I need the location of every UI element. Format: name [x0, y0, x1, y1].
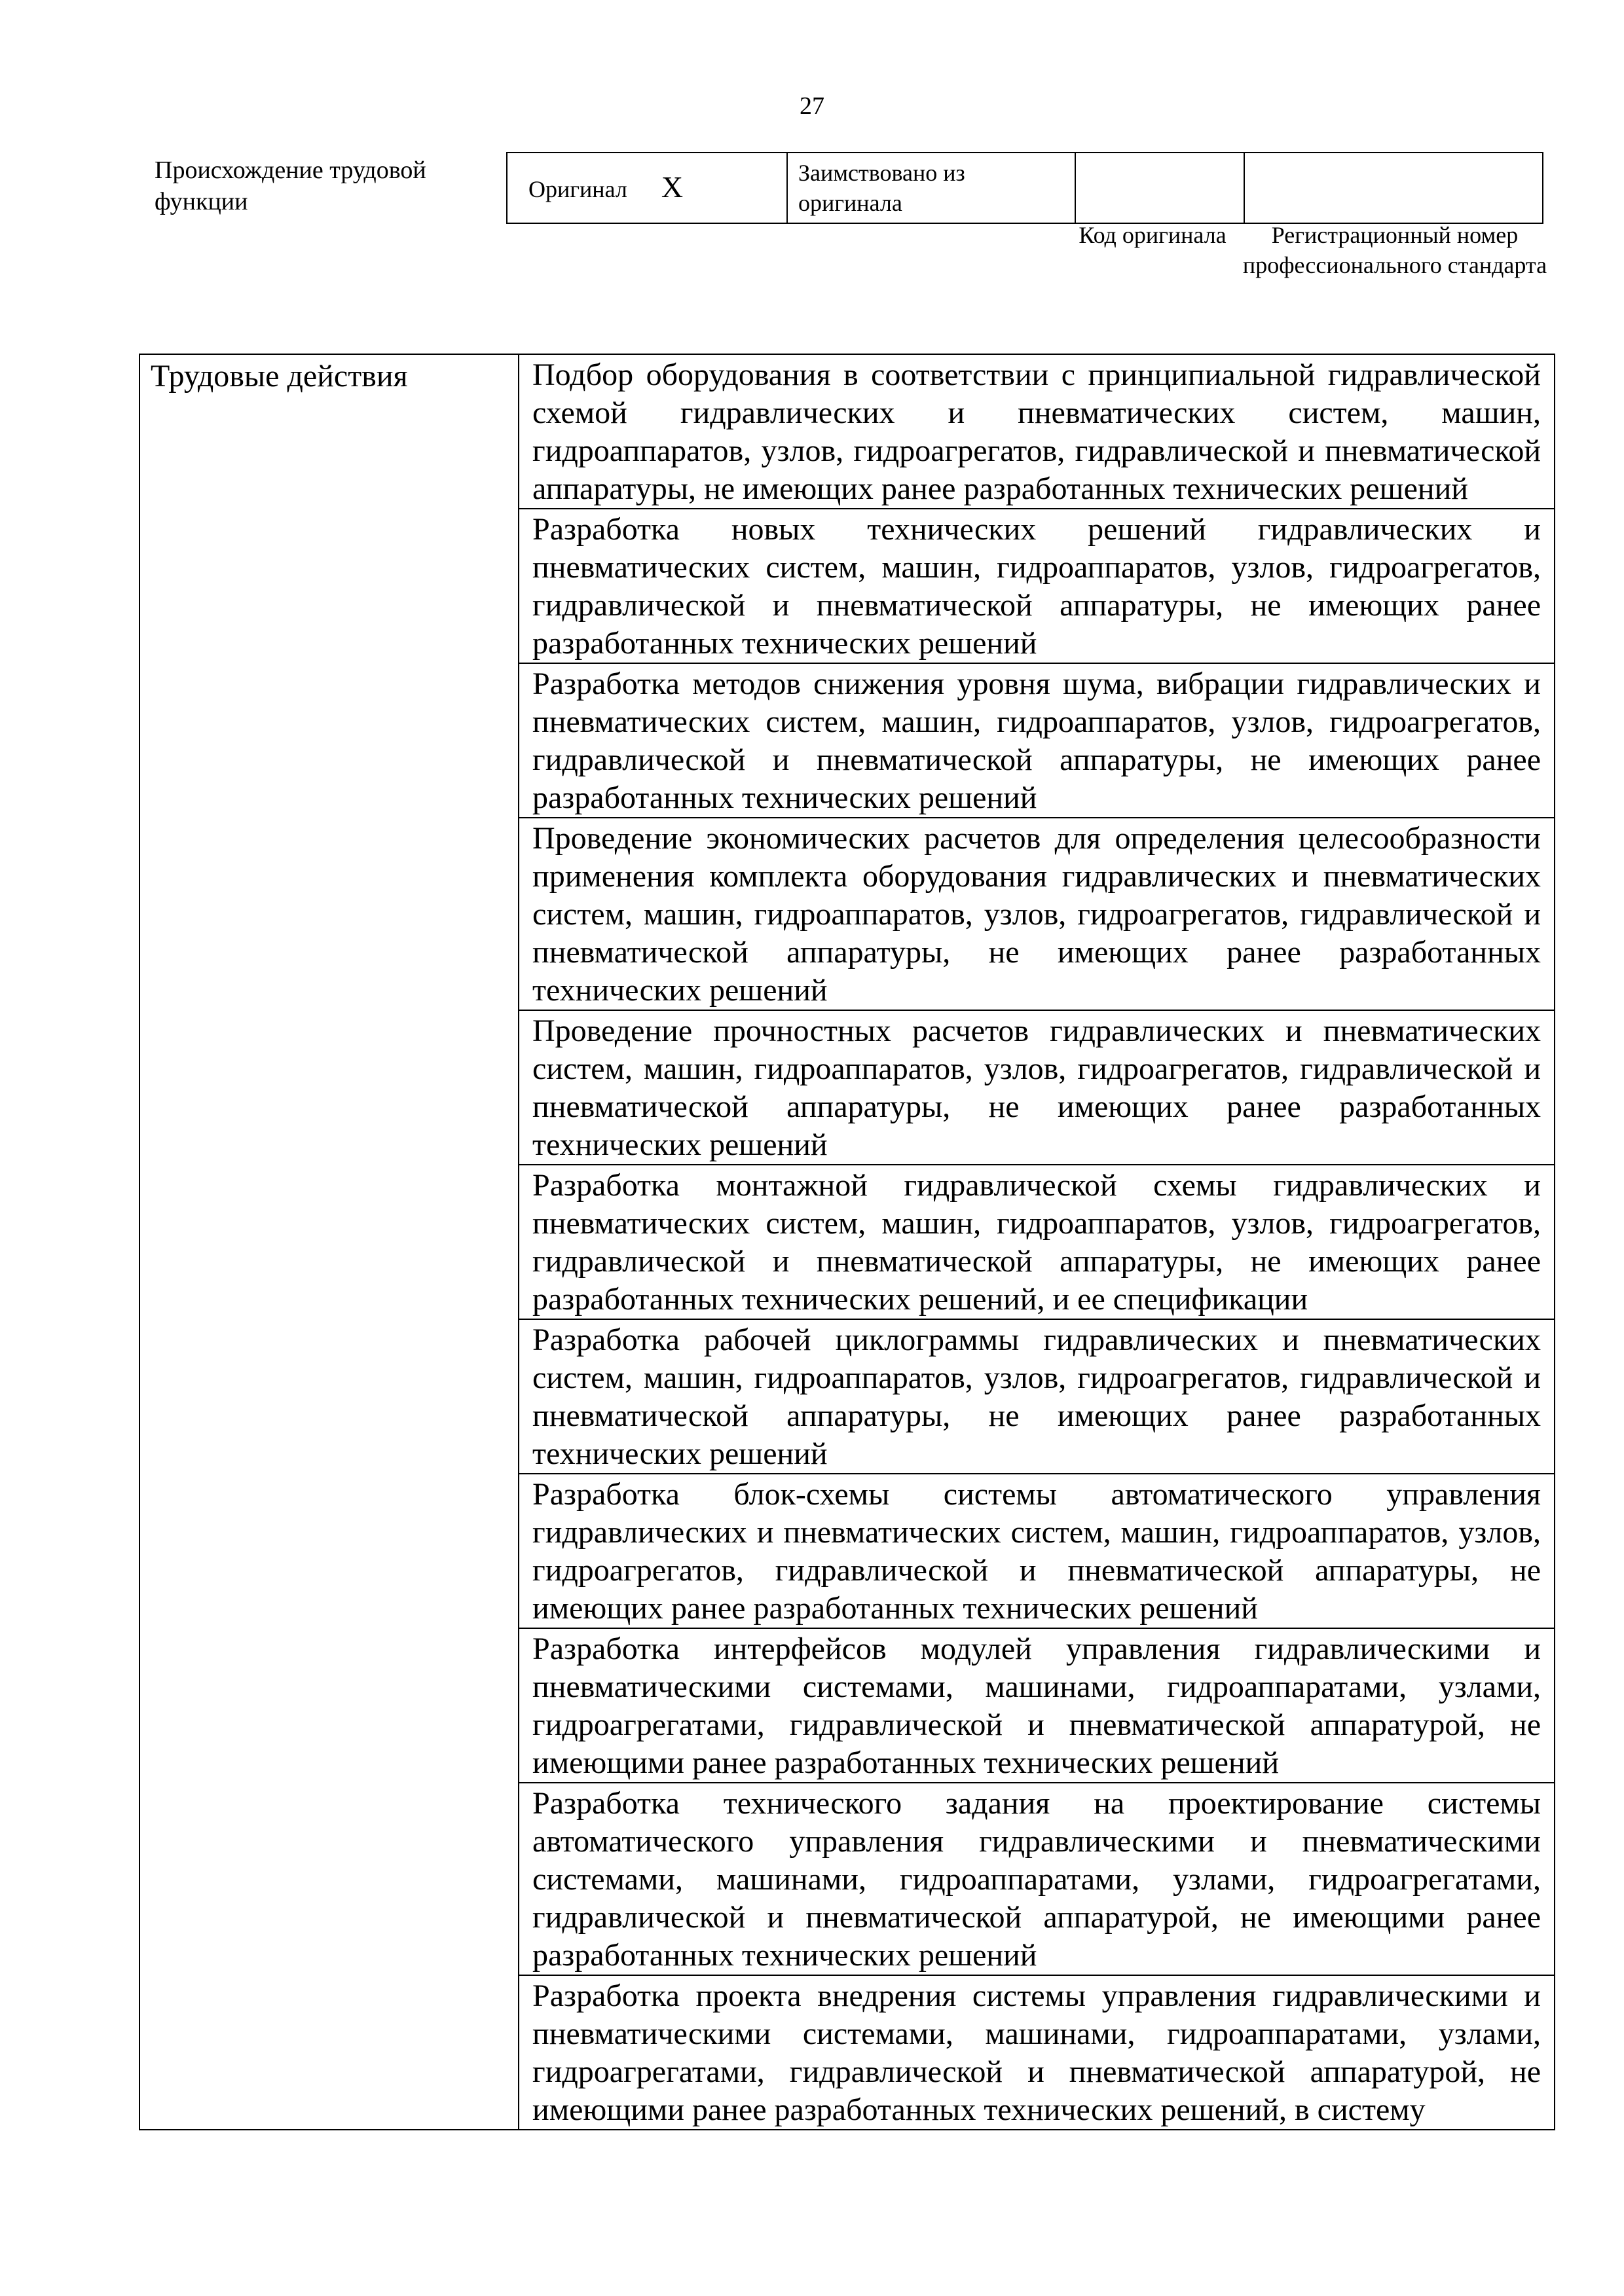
- page-number: 27: [800, 92, 824, 120]
- labor-action-item: Разработка технического задания на проектирование системы автоматического управления гидравлическими и пневматическими системами, машинами, гидроаппаратами, узлами, гидроагрегатами, гидравлической и пневматической аппаратурой, не имеющими ранее разработанных технических решений: [519, 1783, 1555, 1975]
- origin-table: [506, 152, 1543, 224]
- origin-original-label: Оригинал: [528, 175, 627, 202]
- origin-original-mark: X: [661, 170, 684, 204]
- labor-action-item: Подбор оборудования в соответствии с принципиальной гидравлической схемой гидравлических и пневматических систем, машин, гидроаппаратов, узлов, гидроагрегатов, гидравлической и пневматической аппаратуры, не имеющих ранее разработанных технических решений: [519, 354, 1555, 509]
- origin-reg-number-cell: [1244, 153, 1543, 223]
- origin-original-cell: [507, 153, 787, 223]
- labor-action-item: Разработка рабочей циклограммы гидравлических и пневматических систем, машин, гидроаппаратов, узлов, гидроагрегатов, гидравлической и пневматической аппаратуры, не имеющих ранее разработанных технических решений: [519, 1319, 1555, 1474]
- origin-code-cell: [1075, 153, 1244, 223]
- labor-actions-heading: Трудовые действия: [139, 354, 519, 2130]
- labor-action-item: Проведение экономических расчетов для определения целесообразности применения комплекта оборудования гидравлических и пневматических систем, машин, гидроаппаратов, узлов, гидроагрегатов, гидравлической и пневматической аппаратуры, не имеющих ранее разработанных технических решений: [519, 818, 1555, 1010]
- origin-label: Происхождение трудовой функции: [155, 156, 426, 215]
- origin-code-caption: Код оригинала: [1079, 222, 1227, 248]
- origin-borrowed-cell: Заимствовано из оригинала: [787, 153, 1075, 223]
- labor-actions-table: [139, 354, 1555, 2130]
- labor-action-item: Разработка интерфейсов модулей управления гидравлическими и пневматическими системами, машинами, гидроаппаратами, узлами, гидроагрегатами, гидравлической и пневматической аппаратурой, не имеющими ранее разработанных технических решений: [519, 1628, 1555, 1783]
- labor-action-item: Разработка методов снижения уровня шума, вибрации гидравлических и пневматических систем, машин, гидроаппаратов, узлов, гидроагрегатов, гидравлической и пневматической аппаратуры, не имеющих ранее разработанных технических решений: [519, 663, 1555, 818]
- labor-action-item: Проведение прочностных расчетов гидравлических и пневматических систем, машин, гидроаппаратов, узлов, гидроагрегатов, гидравлической и пневматической аппаратуры, не имеющих ранее разработанных технических решений: [519, 1010, 1555, 1165]
- labor-action-item: Разработка блок-схемы системы автоматического управления гидравлических и пневматических систем, машин, гидроаппаратов, узлов, гидроагрегатов, гидравлической и пневматической аппаратуры, не имеющих ранее разработанных технических решений: [519, 1474, 1555, 1628]
- labor-action-item: Разработка монтажной гидравлической схемы гидравлических и пневматических систем, машин, гидроаппаратов, узлов, гидроагрегатов, гидравлической и пневматической аппаратуры, не имеющих ранее разработанных технических решений, и ее спецификации: [519, 1165, 1555, 1319]
- origin-reg-caption: Регистрационный номер профессионального стандарта: [1242, 222, 1547, 278]
- labor-action-item: Разработка проекта внедрения системы управления гидравлическими и пневматическими системами, машинами, гидроаппаратами, узлами, гидроагрегатами, гидравлической и пневматической аппаратурой, не имеющими ранее разработанных технических решений, в систему: [519, 1975, 1555, 2130]
- labor-action-item: Разработка новых технических решений гидравлических и пневматических систем, машин, гидроаппаратов, узлов, гидроагрегатов, гидравлической и пневматической аппаратуры, не имеющих ранее разработанных технических решений: [519, 509, 1555, 663]
- table-row: [139, 354, 1555, 509]
